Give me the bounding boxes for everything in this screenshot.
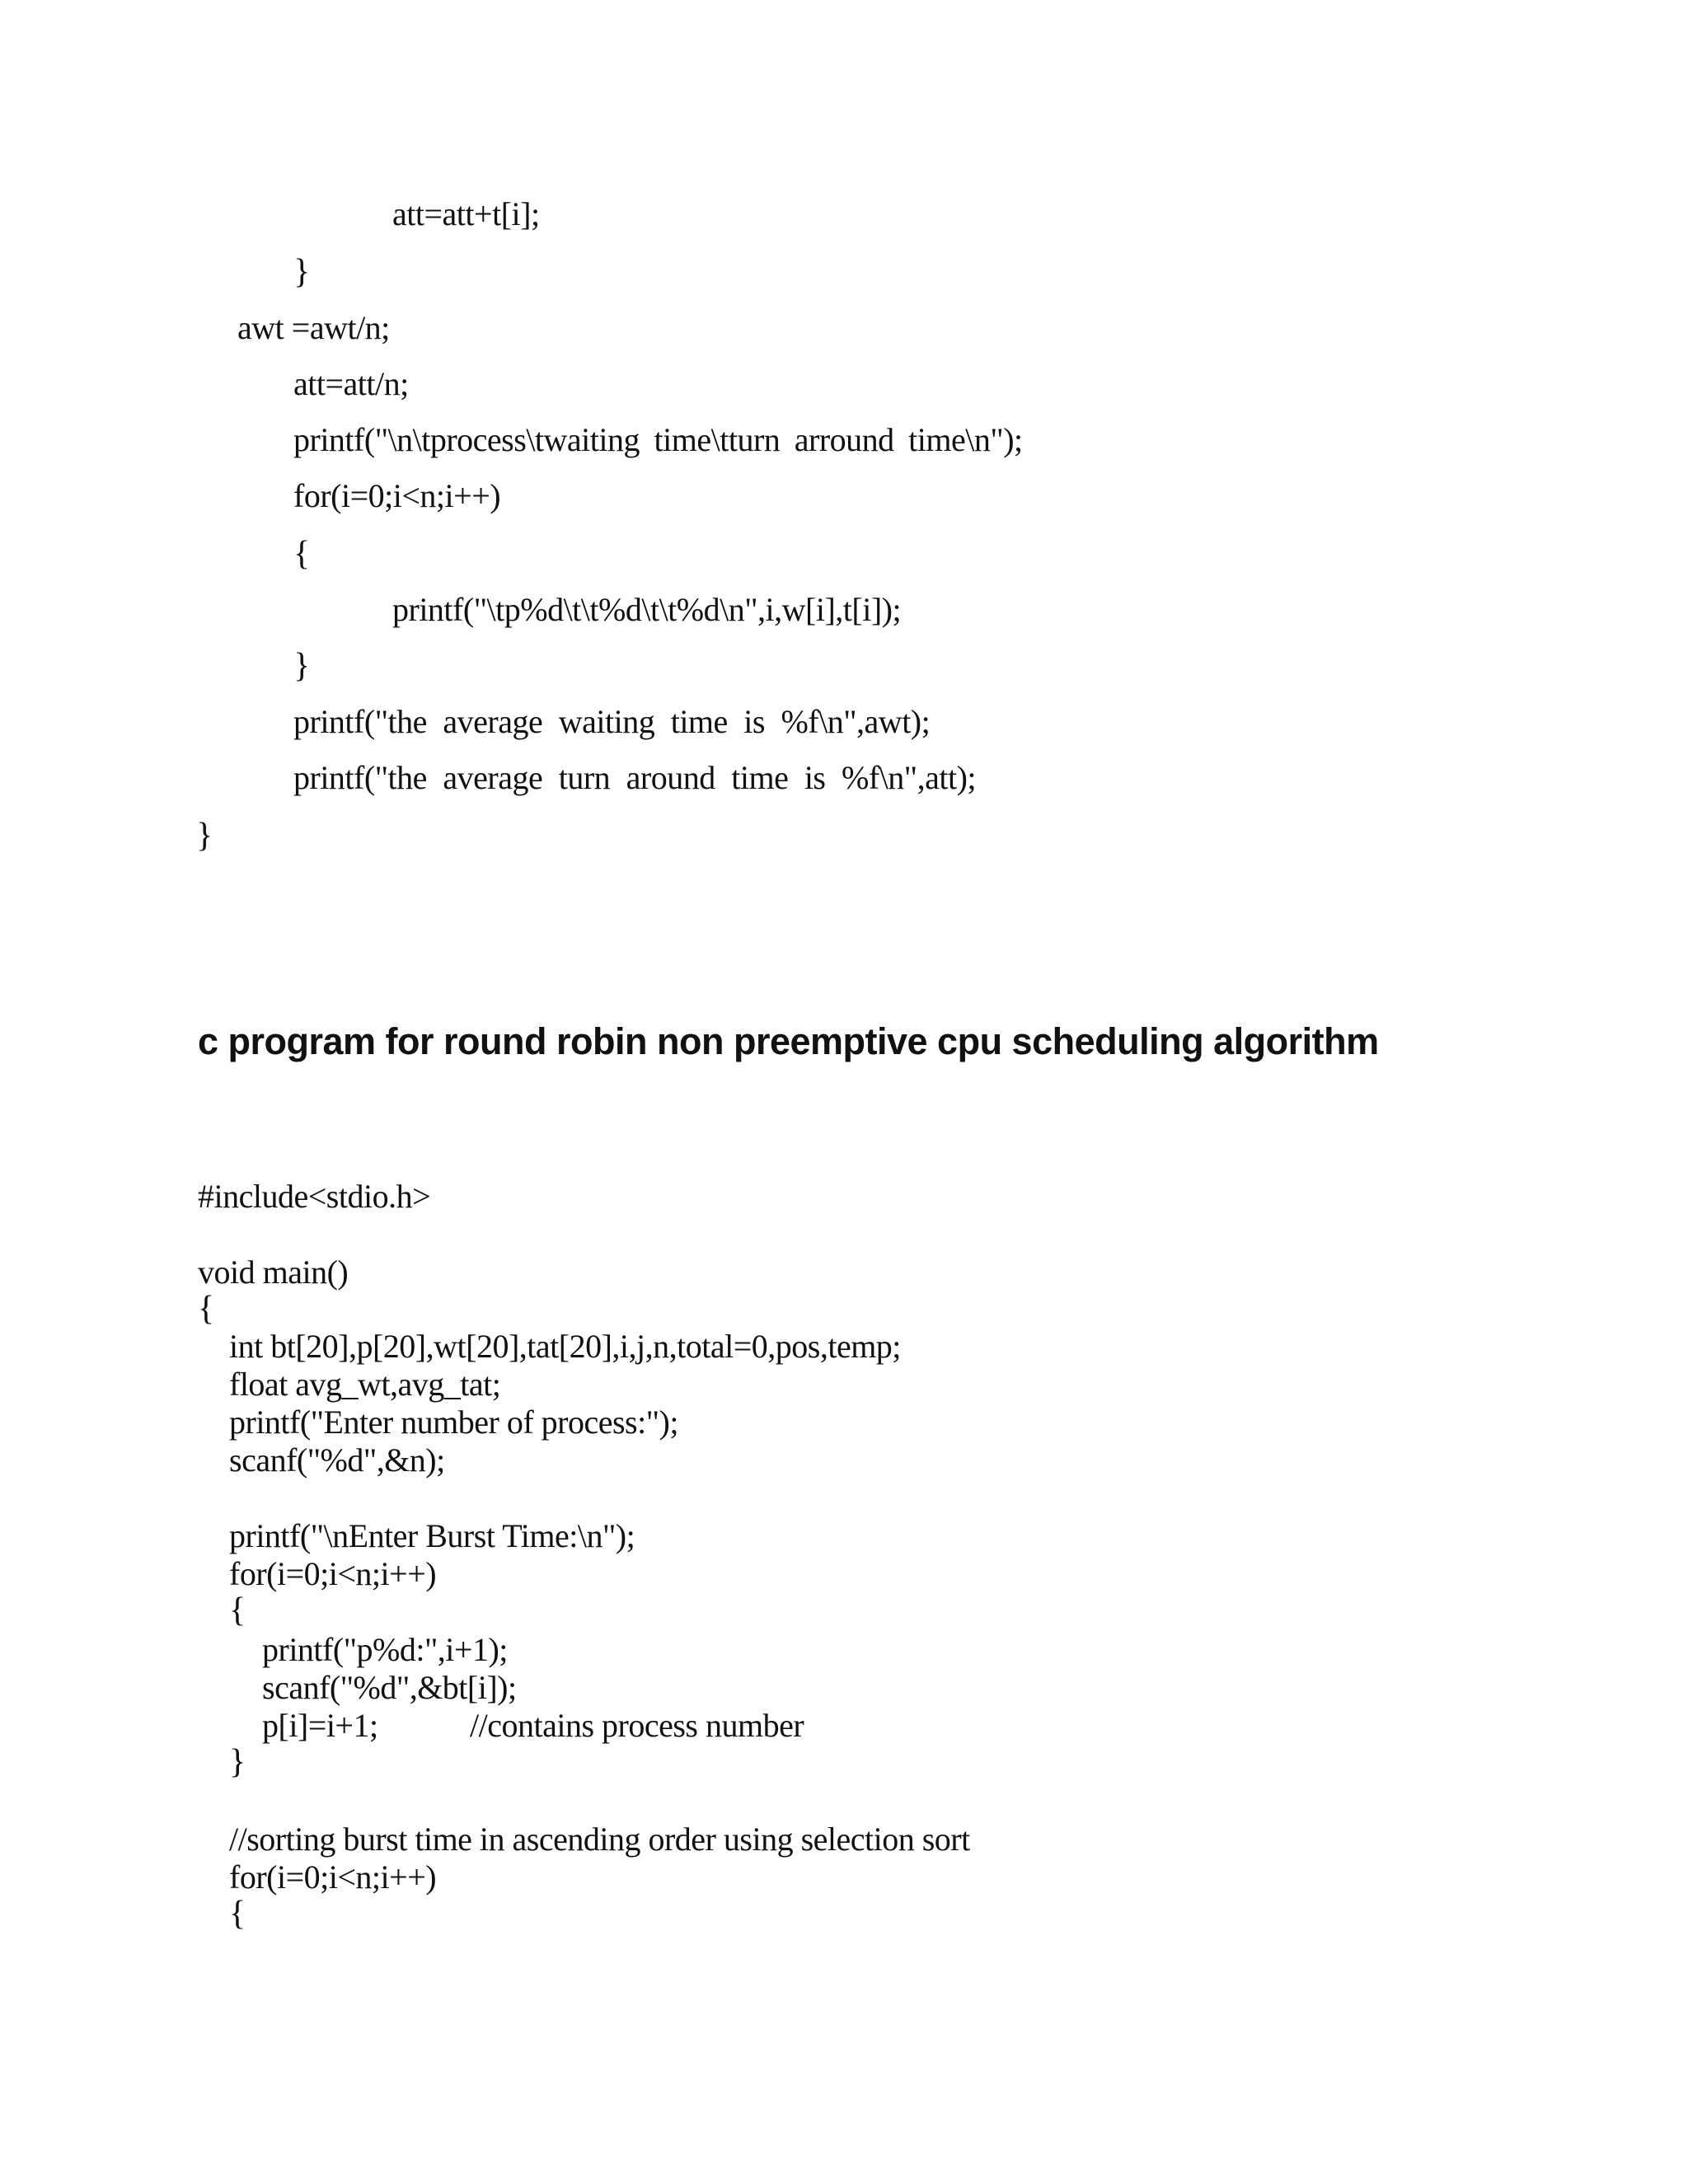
code-line: att=att+t[i]; bbox=[392, 195, 540, 232]
code-line: for(i=0;i<n;i++) bbox=[293, 477, 501, 514]
code-line: p[i]=i+1; bbox=[262, 1707, 378, 1744]
code-line: } bbox=[293, 647, 310, 685]
code-line: printf("\n\tprocess\twaiting time\tturn arround time\n"); bbox=[293, 421, 1023, 458]
code-line: printf("Enter number of process:"); bbox=[229, 1404, 678, 1441]
code-line: { bbox=[229, 1895, 246, 1933]
code-line: { bbox=[229, 1591, 246, 1629]
code-line: int bt[20],p[20],wt[20],tat[20],i,j,n,total=0,pos,temp; bbox=[229, 1328, 901, 1365]
code-line: for(i=0;i<n;i++) bbox=[229, 1858, 437, 1896]
code-line: } bbox=[293, 253, 310, 291]
code-line: { bbox=[293, 535, 310, 573]
code-line: printf("\tp%d\t\t%d\t\t%d\n",i,w[i],t[i]); bbox=[392, 591, 902, 628]
code-line: void main() bbox=[198, 1254, 349, 1291]
code-line: att=att/n; bbox=[293, 365, 409, 402]
code-line: #include<stdio.h> bbox=[198, 1178, 431, 1215]
code-line: } bbox=[229, 1743, 246, 1781]
code-line: printf("\nEnter Burst Time:\n"); bbox=[229, 1517, 635, 1554]
code-line: scanf("%d",&n); bbox=[229, 1441, 445, 1479]
code-line: awt =awt/n; bbox=[237, 309, 390, 346]
code-line: } bbox=[196, 817, 213, 855]
code-line: printf("p%d:",i+1); bbox=[262, 1631, 508, 1668]
code-line: float avg_wt,avg_tat; bbox=[229, 1366, 501, 1403]
code-line: printf("the average turn around time is %f\n",att); bbox=[293, 759, 976, 796]
code-line: for(i=0;i<n;i++) bbox=[229, 1555, 437, 1592]
code-line: printf("the average waiting time is %f\n",awt); bbox=[293, 703, 931, 740]
code-comment: //contains process number bbox=[470, 1707, 804, 1744]
code-line: { bbox=[198, 1290, 214, 1328]
code-comment: //sorting burst time in ascending order using selection sort bbox=[229, 1821, 970, 1858]
code-line: scanf("%d",&bt[i]); bbox=[262, 1669, 517, 1706]
section-heading: c program for round robin non preemptive cpu scheduling algorithm bbox=[198, 1020, 1379, 1062]
